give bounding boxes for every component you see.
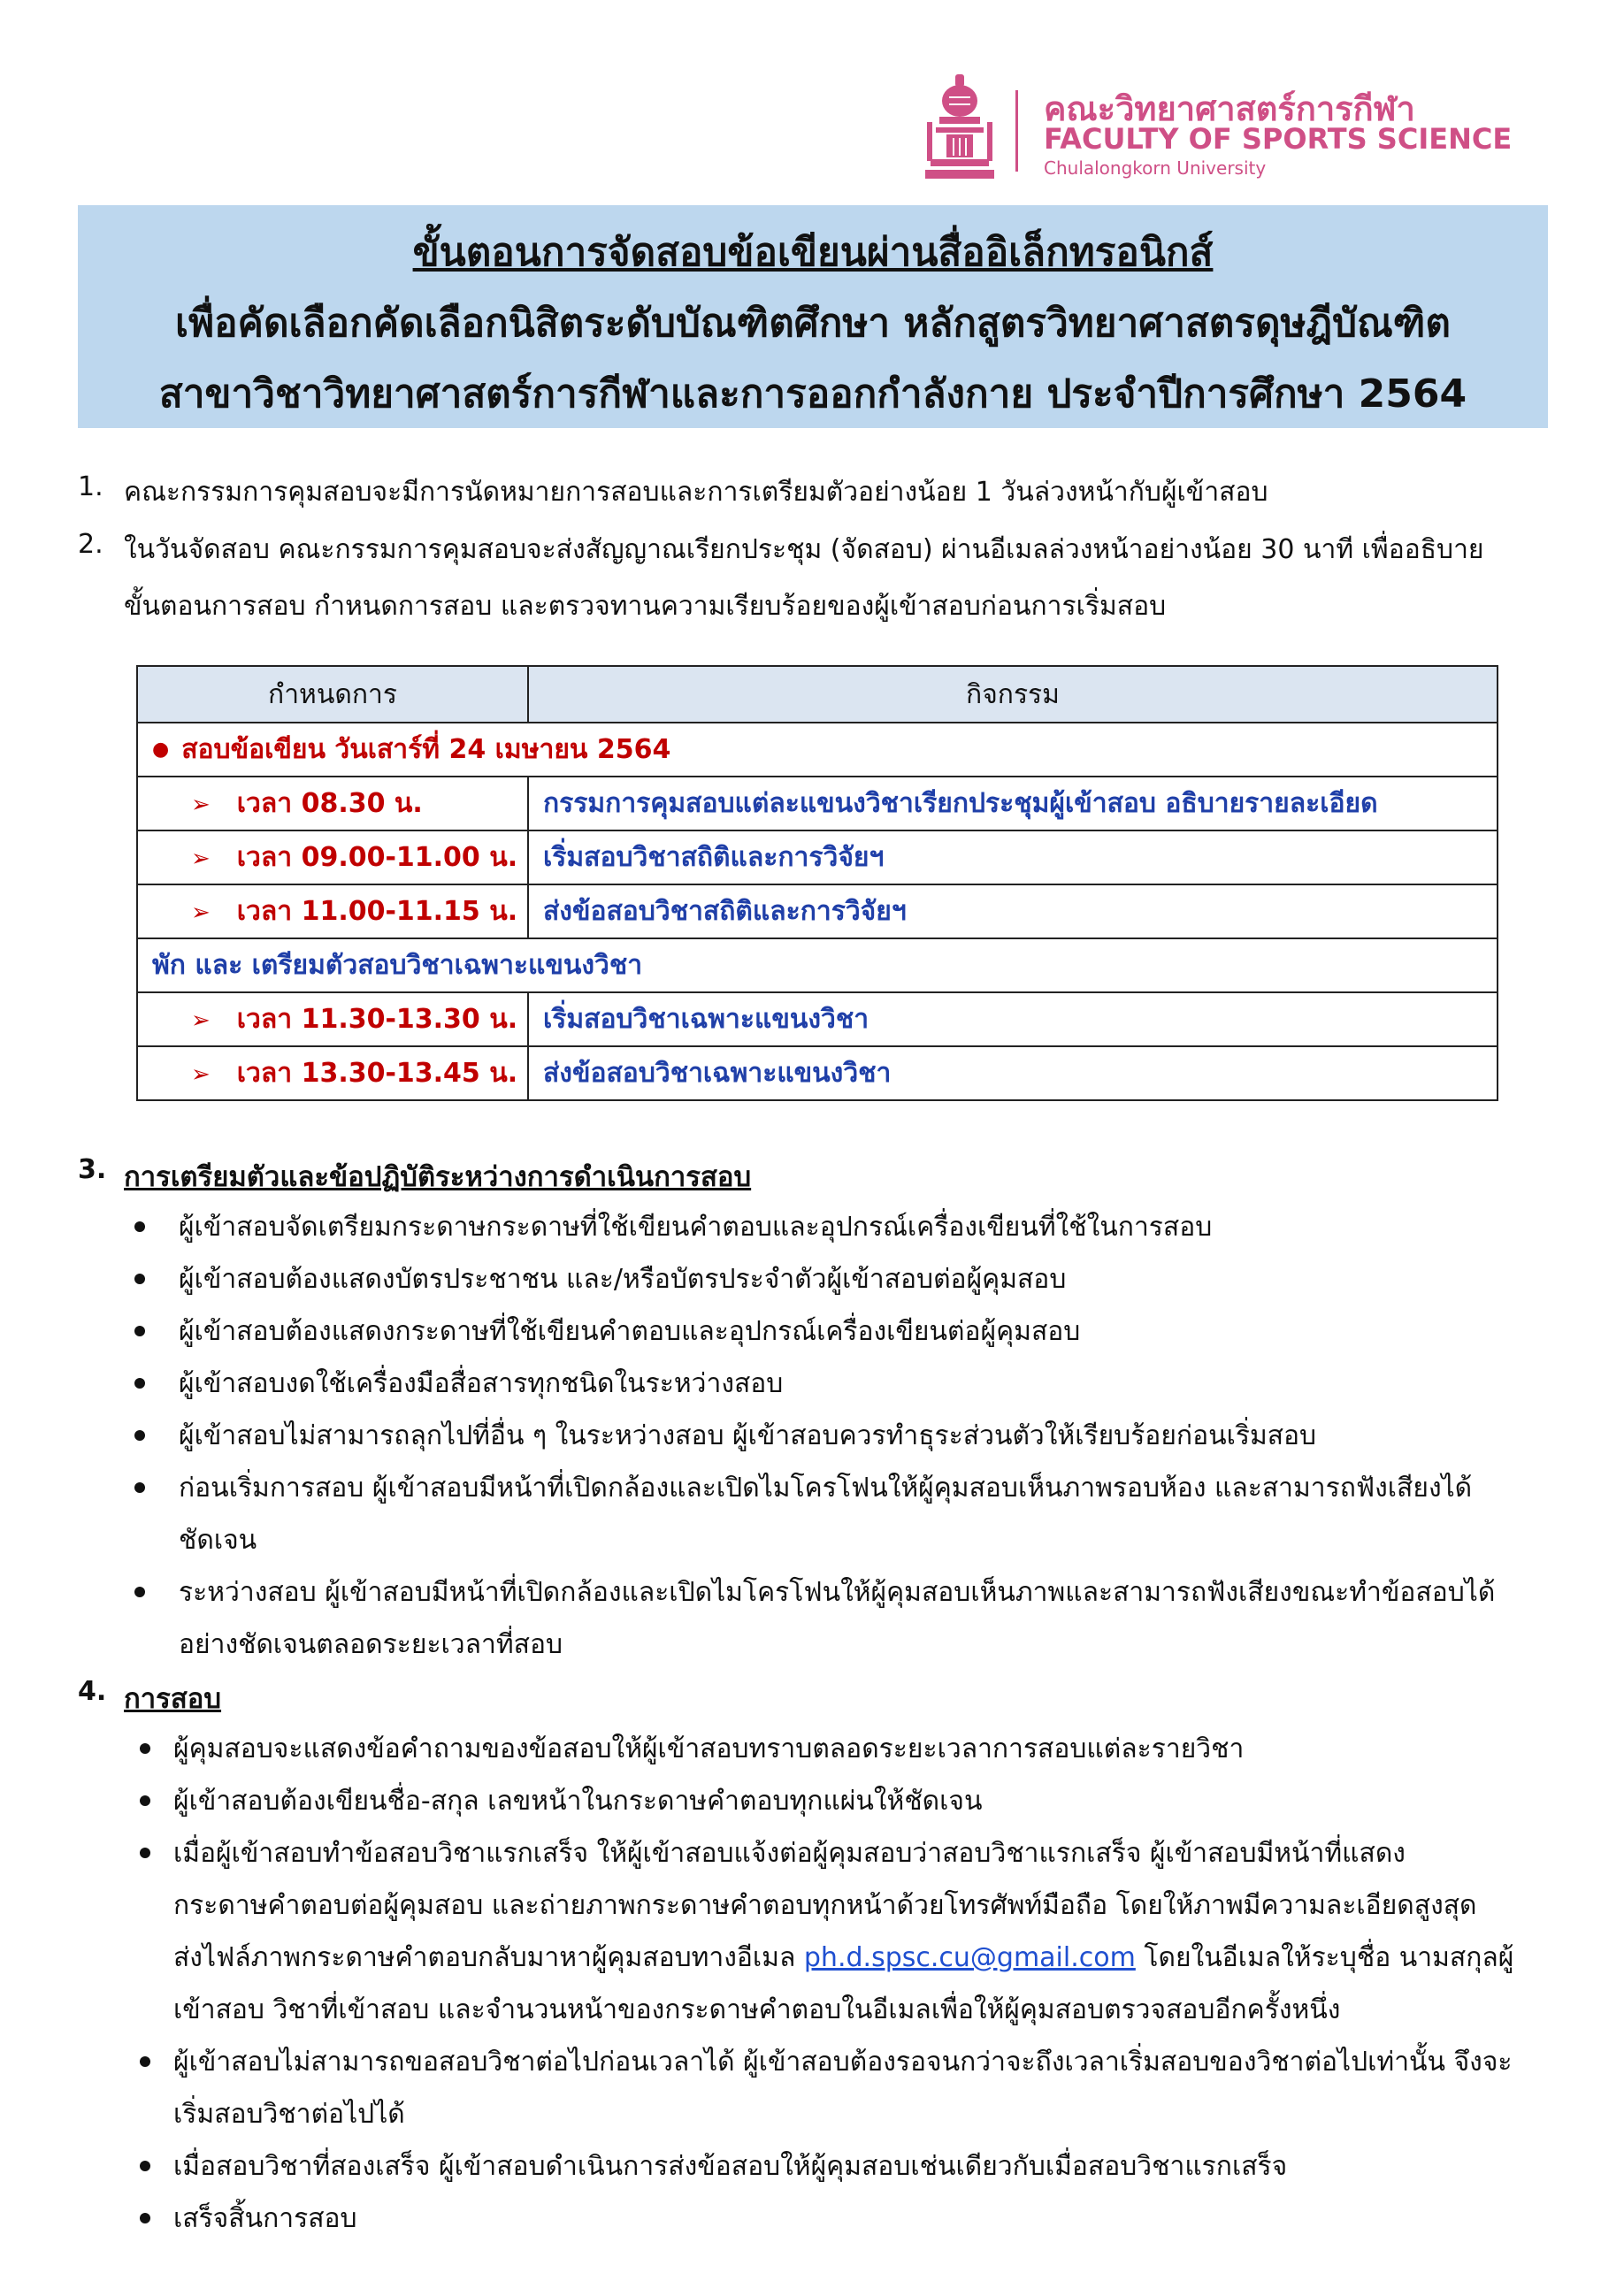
s4-bullet-5: เมื่อสอบวิชาที่สองเสร็จ ผู้เข้าสอบดำเนินการส่งข้อสอบให้ผู้คุมสอบเช่นเดียวกับเมื่อสอบวิชาแรกเสร็จ [173, 2151, 1288, 2182]
table-row [137, 992, 1498, 1046]
bullet-icon [140, 1795, 150, 1806]
logo-name-th: คณะวิทยาศาสตร์การกีฬา [1044, 89, 1415, 128]
bullet-icon [140, 2213, 150, 2223]
row-time: เวลา 13.30-13.45 น. [236, 1058, 518, 1089]
section3-number: 3. [78, 1154, 107, 1185]
bullet-icon [134, 1326, 145, 1336]
s4-bullet-3-line1: เมื่อผู้เข้าสอบทำข้อสอบวิชาแรกเสร็จ ให้ผู้เข้าสอบแจ้งต่อผู้คุมสอบว่าสอบวิชาแรกเสร็จ ผู้เข้าสอบมีหน้าที่แสดง [173, 1838, 1406, 1869]
row-time: เวลา 11.30-13.30 น. [236, 1004, 518, 1035]
arrow-right-icon: ➢ [191, 1061, 211, 1088]
title-line-3: สาขาวิชาวิทยาศาสตร์การกีฬาและการออกกำลังกาย ประจำปีการศึกษา 2564 [158, 371, 1467, 417]
table-section-row [137, 723, 1498, 777]
title-line-2: เพื่อคัดเลือกคัดเลือกนิสิตระดับบัณฑิตศึกษา หลักสูตรวิทยาศาสตรดุษฎีบัณฑิต [175, 301, 1451, 346]
table-header-row [137, 666, 1498, 723]
schedule-table [136, 665, 1498, 1101]
row-activity: ส่งข้อสอบวิชาสถิติและการวิจัยฯ [528, 884, 1498, 938]
table-row [137, 1046, 1498, 1100]
row-activity: เริ่มสอบวิชาเฉพาะแขนงวิชา [528, 992, 1498, 1046]
intro-2-text-line2: ขั้นตอนการสอบ กำหนดการสอบ และตรวจทานความเรียบร้อยของผู้เข้าสอบก่อนการเริ่มสอบ [124, 591, 1167, 622]
bullet-icon [134, 1430, 145, 1441]
s3-bullet-7-line2: อย่างชัดเจนตลอดระยะเวลาที่สอบ [179, 1629, 563, 1660]
bullet-icon [134, 1221, 145, 1232]
table-row [137, 777, 1498, 830]
s4-bullet-3-line2: กระดาษคำตอบต่อผู้คุมสอบ และถ่ายภาพกระดาษคำตอบทุกหน้าด้วยโทรศัพท์มือถือ โดยให้ภาพมีความละเอียดสูงสุด [173, 1890, 1477, 1921]
section-exam-date: สอบข้อเขียน วันเสาร์ที่ 24 เมษายน 2564 [181, 734, 671, 765]
section4-number: 4. [78, 1676, 107, 1707]
arrow-right-icon: ➢ [191, 792, 211, 818]
s3-bullet-6-line1: ก่อนเริ่มการสอบ ผู้เข้าสอบมีหน้าที่เปิดกล้องและเปิดไมโครโฟนให้ผู้คุมสอบเห็นภาพรอบห้อง และสามารถฟังเสียงได้ [179, 1473, 1473, 1504]
arrow-right-icon: ➢ [191, 1007, 211, 1034]
email-link[interactable]: ph.d.spsc.cu@gmail.com [803, 1942, 1136, 1973]
bullet-icon [134, 1587, 145, 1597]
logo-name-en: FACULTY OF SPORTS SCIENCE [1044, 122, 1513, 156]
bullet-icon [134, 1482, 145, 1493]
table-row [137, 884, 1498, 938]
row-activity: เริ่มสอบวิชาสถิติและการวิจัยฯ [528, 830, 1498, 884]
bullet-icon [140, 2161, 150, 2171]
intro-1-text: คณะกรรมการคุมสอบจะมีการนัดหมายการสอบและการเตรียมตัวอย่างน้อย 1 วันล่วงหน้ากับผู้เข้าสอบ [124, 477, 1268, 508]
bullet-icon [140, 2056, 150, 2067]
bullet-icon [140, 1848, 150, 1858]
header-schedule: กำหนดการ [137, 666, 528, 723]
section-break: พัก และ เตรียมตัวสอบวิชาเฉพาะแขนงวิชา [137, 938, 1498, 992]
title-box [78, 205, 1548, 428]
section3-heading: การเตรียมตัวและข้อปฏิบัติระหว่างการดำเนินการสอบ [124, 1161, 752, 1193]
s3-bullet-1: ผู้เข้าสอบจัดเตรียมกระดาษกระดาษที่ใช้เขียนคำตอบและอุปกรณ์เครื่องเขียนที่ใช้ในการสอบ [179, 1212, 1213, 1243]
logo-university: Chulalongkorn University [1044, 157, 1267, 179]
chula-emblem-icon [920, 71, 1000, 186]
s3-bullet-2: ผู้เข้าสอบต้องแสดงบัตรประชาชน และ/หรือบัตรประจำตัวผู้เข้าสอบต่อผู้คุมสอบ [179, 1264, 1067, 1295]
s4-bullet-3-line3: ส่งไฟล์ภาพกระดาษคำตอบกลับมาหาผู้คุมสอบทางอีเมล ph.d.spsc.cu@gmail.com โดยในอีเมลให้ระบุชื่อ นามสกุลผู้ [173, 1942, 1514, 1973]
title-line-1: ขั้นตอนการจัดสอบข้อเขียนผ่านสื่ออิเล็กทรอนิกส์ [412, 230, 1214, 275]
row-time: เวลา 11.00-11.15 น. [236, 896, 518, 927]
row-time: เวลา 09.00-11.00 น. [236, 842, 518, 873]
s4-bullet-2: ผู้เข้าสอบต้องเขียนชื่อ-สกุล เลขหน้าในกระดาษคำตอบทุกแผ่นให้ชัดเจน [173, 1786, 983, 1817]
s3-bullet-6-line2: ชัดเจน [179, 1525, 257, 1556]
row-activity: ส่งข้อสอบวิชาเฉพาะแขนงวิชา [528, 1046, 1498, 1100]
arrow-right-icon: ➢ [191, 899, 211, 926]
bullet-icon: ● [152, 739, 170, 761]
s3-bullet-7-line1: ระหว่างสอบ ผู้เข้าสอบมีหน้าที่เปิดกล้องและเปิดไมโครโฟนให้ผู้คุมสอบเห็นภาพและสามารถฟังเสียงขณะทำข้อสอบได้ [179, 1577, 1496, 1608]
s3-bullet-5: ผู้เข้าสอบไม่สามารถลุกไปที่อื่น ๆ ในระหว่างสอบ ผู้เข้าสอบควรทำธุระส่วนตัวให้เรียบร้อยก่อนเริ่มสอบ [179, 1420, 1317, 1451]
s4-bullet-4-line1: ผู้เข้าสอบไม่สามารถขอสอบวิชาต่อไปก่อนเวลาได้ ผู้เข้าสอบต้องรอจนกว่าจะถึงเวลาเริ่มสอบของวิชาต่อไปเท่านั้น จึงจะ [173, 2047, 1513, 2078]
s3-bullet-4: ผู้เข้าสอบงดใช้เครื่องมือสื่อสารทุกชนิดในระหว่างสอบ [179, 1368, 784, 1399]
s4-bullet-6: เสร็จสิ้นการสอบ [173, 2203, 357, 2234]
row-time: เวลา 08.30 น. [236, 788, 423, 819]
s4-bullet-1: ผู้คุมสอบจะแสดงข้อคำถามของข้อสอบให้ผู้เข้าสอบทราบตลอดระยะเวลาการสอบแต่ละรายวิชา [173, 1733, 1245, 1764]
header-activity: กิจกรรม [528, 666, 1498, 723]
logo-divider [1015, 90, 1018, 172]
s4-bullet-3-line4: เข้าสอบ วิชาที่เข้าสอบ และจำนวนหน้าของกระดาษคำตอบในอีเมลเพื่อให้ผู้คุมสอบตรวจสอบอีกครั้งหนึ่ง [173, 1994, 1341, 2025]
faculty-logo [920, 71, 1513, 186]
s4-bullet-4-line2: เริ่มสอบวิชาต่อไปได้ [173, 2099, 405, 2130]
arrow-right-icon: ➢ [191, 846, 211, 872]
bullet-icon [140, 1743, 150, 1754]
table-section-row [137, 938, 1498, 992]
bullet-icon [134, 1274, 145, 1284]
table-row [137, 830, 1498, 884]
intro-2-number: 2. [78, 529, 103, 560]
section4-heading: การสอบ [124, 1683, 222, 1715]
intro-2-text-line1: ในวันจัดสอบ คณะกรรมการคุมสอบจะส่งสัญญาณเรียกประชุม (จัดสอบ) ผ่านอีเมลล่วงหน้าอย่างน้อย 30 นาที เพื่ออธิบาย [124, 534, 1484, 565]
intro-1-number: 1. [78, 471, 103, 502]
s3-bullet-3: ผู้เข้าสอบต้องแสดงกระดาษที่ใช้เขียนคำตอบและอุปกรณ์เครื่องเขียนต่อผู้คุมสอบ [179, 1316, 1081, 1347]
bullet-icon [134, 1378, 145, 1389]
row-activity: กรรมการคุมสอบแต่ละแขนงวิชาเรียกประชุมผู้เข้าสอบ อธิบายรายละเอียด [528, 777, 1498, 830]
